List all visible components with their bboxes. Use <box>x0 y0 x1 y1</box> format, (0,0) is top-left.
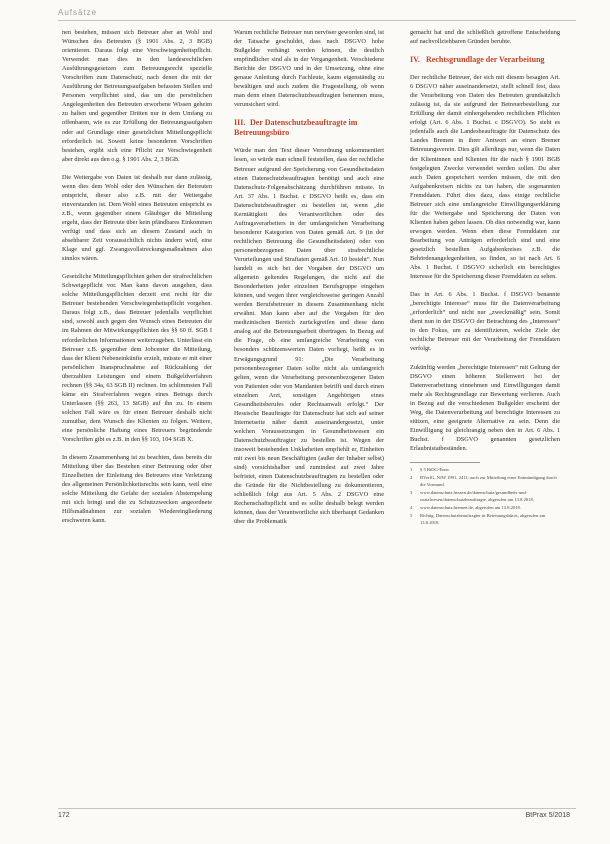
paragraph: In diesem Zusammenhang ist zu beachten, dass bereits die Mitteilung über das Bestehen einer Betreuung oder über Einzelheiten der Einleitung des Betreuers eine Verletzung des allgemeinen Persönlichkeitsrechts sein kann, weil eine solche Mitteilung die Gefahr der sozialen Abstempelung mit sich bringt und die zu Schutzzwecken angeordnete Hilfsmaßnahmen zur sozialen Wiedereingliederung erschweren kann. <box>62 454 212 525</box>
footnote-rule <box>410 462 480 463</box>
footnote: 4 www.datenschutz.bremen.de, abgerufen am 13.8.2018. <box>410 505 521 510</box>
footnotes <box>410 467 560 526</box>
section-number: IV. <box>410 55 420 65</box>
section-label: Aufsätze <box>58 8 98 17</box>
journal-issue: BtPrax 5/2018 <box>525 812 570 819</box>
paragraph: nen bestehen, müssen sich Betreuer aber an Wohl und Wünschen des Betreuten (§ 1901 Abs. 2, 3 BGB) orientieren. Daraus folgt eine Verschwiegenheitspflicht. Verwendet man dies in den landesrechtlichen Ausführungsgesetzen zum Betreuungsrecht spezielle Vorschriften zum Datenschutz, nach denen die mit der Ausführung der Betreuungsaufgaben befassten Stellen und Personen verpflichtet sind, das um die persönlichen Angelegenheiten des Betreuten erworbene Wissen geheim zu halten und gegenüber Dritten nur in dem Umfang zu offenbaren, wie es zur Erfüllung der Betreuungsaufgaben oder auf Grundlage einer gesetzlichen Mitteilungspflicht erforderlich ist. Soweit keine besonderen Vorschriften bestehen, ergibt sich eine Pflicht zur Verschwiegenheit aber direkt aus den o.g. § 1901 Abs. 2, 3 BGB. <box>62 29 212 163</box>
section-heading <box>410 55 560 65</box>
column-1 <box>62 28 212 534</box>
paragraph: Würde man den Text dieser Verordnung unkommentiert lesen, so würde man schnell feststellen, dass der rechtliche Betreuer aufgrund der Speicherung von Gesundheitsdaten einen Datenschutzbeauftragten benötigt und auch eine Datenschutz-Folgenabschätzung durchführen müsste. In Art. 37 Abs. 1 Buchst. c DSGVO heißt es, dass ein Datenschutzbeauftragter zu bestellen ist, wenn „die Kerntätigkeit des Verantwortlichen oder des Auftragsverarbeiters in der umfangreichen Verarbeitung besonderer Kategorien von Daten gemäß Art. 9 (in der rechtlichen Betreuung die Gesundheitsdaten) oder von personenbezogenen Daten über strafrechtliche Verurteilungen und Straftaten gemäß Art. 10 besteht“. Nun handelt es sich bei der Vorgaben der DSGVO um allgemein geltendes Regelungen, die nicht auf die Besonderheiten jeder einzelnen Berufsgruppe eingehen können, und wegen ihrer vergleichsweise geringen Anzahl werden Berufsbetreuer in diesem Zusammenhang nicht erwähnt. Man kann aber auf die Vorgaben für den medizinischen Bereich zurückgreifen und diese dann analog auf die Betreuungsarbeit übertragen. In Bezug auf die Frage, ob eine umfangreiche Verarbeitung von besonders schützenswerten Daten vorliegt, heißt es in Erwägungsgrund 91: „Die Verarbeitung personenbezogener Daten sollte nicht als umfangreich gelten, wenn die Verarbeitung personenbezogener Daten von Patienten oder von Mandanten betrifft und durch einen einzelnen Arzt, sonstigen Angehörigen eines Gesundheitsberufes oder Rechtsanwalt erfolgt.“ Der Hessische Beauftragte für Datenschutz hat sich auf seiner Internetseite näher damit auseinandergesetzt, unter welchen Voraussetzungen in Gesundheitswesen ein Datenschutzbeauftragter zu bestellen ist. Wegen der insoweit bestehenden Unklarheiten empfiehlt er, Einheiten mit zwei bis neun Beschäftigten (außer der Inhaber selbst) sind) vorsichtshalber und zumindest auf zwei Jahre befristet, einen Datenschutzbeauftragten zu bestellen oder die Gründe für die Nichtbestellung zu dokumentieren, schließlich folgt aus Art. 5 Abs. 2 DSGVO eine Rechenschaftspflicht und es sollte deshalb belegt werden können, dass der Verantwortliche sich überhaupt Gedanken über die Problematik <box>234 147 384 526</box>
paragraph: Das in Art. 6 Abs. 1 Buchst. f DSGVO benannte „berechtigte Interesse“ muss für die Datenverarbeitung „erforderlich“ und nicht nur „zweckmäßig“ sein. Somit dient nun in der DSGVO der Betrachtung des „Interesses“ in den Fokus, um zu identifizieren, welche Ziele der rechtliche Betreuer mit der Verarbeitung der Fremddaten verfolgt. <box>410 291 560 353</box>
paragraph: Gesetzliche Mitteilungspflichten gehen der strafrechtlichen Schweigepflicht vor. Man kann davon ausgehen, dass solche Mitteilungspflichten derzeit erst recht für die Betreuer bestehenden Verschwiegenheitspflicht vorgehen. Daraus folgt z.B., dass Betreuer jedenfalls verpflichtet sind, sowohl auch gegen den Wunsch eines Betreuten die im Rahmen der Mitwirkungspflichten des §§ 60 ff. SGB I erforderlichen Informationen weiterzugeben. Unterlässt ein Betreuer z.B. gegenüber dem Jobcenter die Mitteilung, dass der Klient Nebeneinkünfte erzielt, müsste er mit einer persönlichen Inanspruchnahme auf Rückzahlung der überzahlten Leistungen und einem Bußgeldverfahren rechnen (§§ 34a, 63 SGB II) rechnen. Im schlimmsten Fall käme ein Strafverfahren wegen eines Betrugs durch Unterlassen (§§ 263, 13 StGB) auf ihn zu. In einem solchen Fall wäre es für einen Betreuer deshalb nicht zumutbar, dem Wunsch des Klienten zu folgen. Weitere, eine persönliche Haftung eines Betreuers begründende Vorschriften gibt es z.B. in den §§ 103, 104 SGB X. <box>62 273 212 444</box>
footnote: 1 § 5 BtOG-Entw. <box>410 466 450 472</box>
paragraph: Der rechtliche Betreuer, der sich mit diesem besagten Art. 6 DSGVO näher auseinandersetzt, stellt schnell fest, dass die Verarbeitung von Daten des Betreuten grundsätzlich zulässig ist, da sie aufgrund der Betreuerbestellung zur Erfüllung der damit einhergehenden rechtlichen Pflichten erfolgt (Art. 6 Abs. 1 Buchst. c DSGVO). So sieht es jedenfalls auch die Landesbeauftragte für Datenschutz des Landes Bremen in ihrer Antwort an einen Bremer Betreuungsverein. Dies gilt allerdings nur, wenn die Daten der Klientinnen und Klienten für die nach § 1901 BGB festgelegten Zwecke verwendet werden sollen. Du aber auch Daten gespeichert werden müssen, die mit den Aufgabenkreisen nichts zu tun haben, die sogenannten Fremddaten. Führt dies dazu, dass einige rechtliche Betreuer sich eine umfangreiche Einwilligungserklärung für die Weitergabe und Speicherung der Daten von Klienten haben geben lassen. Ob dies notwendig war, kann erwogen werden. Wenn eben diese Fremddaten zur Bearbeitung von Anträgen erforderlich sind und eine gesetzlich bestellten Aufgabenkreises z.B. die Behördenangelegenheiten, so finden, so ist nach Art. 6 Abs. 1 Buchst. f DSGVO sicherlich ein berechtigtes Interesse für die Speicherung dieser Fremddaten zu sehen. <box>410 74 560 281</box>
section-title: Rechtsgrundlage der Verarbeitung <box>426 55 545 65</box>
page-number: 172 <box>58 812 70 819</box>
column-3 <box>410 28 560 528</box>
footnote: 3 www.datenschutz.hessen.de/datenschutz/gesundheits-und-sozialwesen/datenschutzbeauftragte, abgerufen am 13.8.2018. <box>410 490 534 502</box>
paragraph: gemacht hat und die schließlich getroffene Entscheidung auf nachvollziehbaren Gründen beruhte. <box>410 29 560 46</box>
section-title: Der Datenschutzbeauftragte im Betreuungsbüro <box>234 118 358 138</box>
footer-rule <box>58 808 576 809</box>
paragraph: Warum rechtliche Betreuer nun nervöser geworden sind, ist der Tatsache geschuldet, dass nach DSGVO hohe Bußgelder verhängt werden können, die deutlich empfindlicher sind als in der Vergangenheit. Verschiedene Berichte der DSGVO und in der Umsetzung, ohne eine genaue Anleitung durch Fachleute, kaum eigenständig zu bewältigen und auch zudem die Fragestellung, ob wenn man denn einen Datenschutzbeauftragten benennen muss, verunsichert wird. <box>234 29 384 109</box>
paragraph: Die Weitergabe von Daten ist deshalb nur dann zulässig, wenn dies dem Wohl oder den Wünschen der Betreuten entspricht, dieser also z.B. mit der Weitergabe einverstanden ist. Dem Wohl eines Betreuten entspricht es z.B., wenn gegenüber einem Gläubiger die Mitteilung ergeht, dass der Betreute über kein pfändbares Einkommen verfügt und dass sich an diesem Zustand auch in absehbarer Zeit voraussichtlich nichts ändern wird, eine Klage und ggf. Zwangsvollstreckungsmaßnahmen also sinnlos wären. <box>62 173 212 263</box>
section-heading <box>234 118 384 138</box>
section-number: III. <box>234 118 246 128</box>
footnote: 5 Richtig, Datenschutzbeauftragter in Betreuungsbüros, abgerufen am 13.8.2018. <box>410 513 546 525</box>
paragraph: Zukünftig werden „berechtigte Interessen“ mit Geltung der DSGVO einen höheren Stellenwert bei der Datenverarbeitung einnehmen und Einwilligungen damit mehr als Rechtsgrundlage zur Bewertung verlieren. Auch in Bezug auf die verschiedenen Bußgelder erscheint der Weg, die Datenverarbeitung auf berechtigte Interessen zu stützen, eine geeignete Alternative zu sein. Denn die Einwilligung ist gleichrangig neben den in Art. 6 Abs. 1 Buchst. f DSGVO genannten gesetzlichen Erlaubnistatbeständen. <box>410 363 560 452</box>
footnote: 2 BVerfG, NJW 1991, 2411; auch zur Mitteilung einer Entmündigung durch die Vormund. <box>410 475 557 487</box>
column-2 <box>234 28 384 535</box>
header-rule <box>58 20 576 21</box>
